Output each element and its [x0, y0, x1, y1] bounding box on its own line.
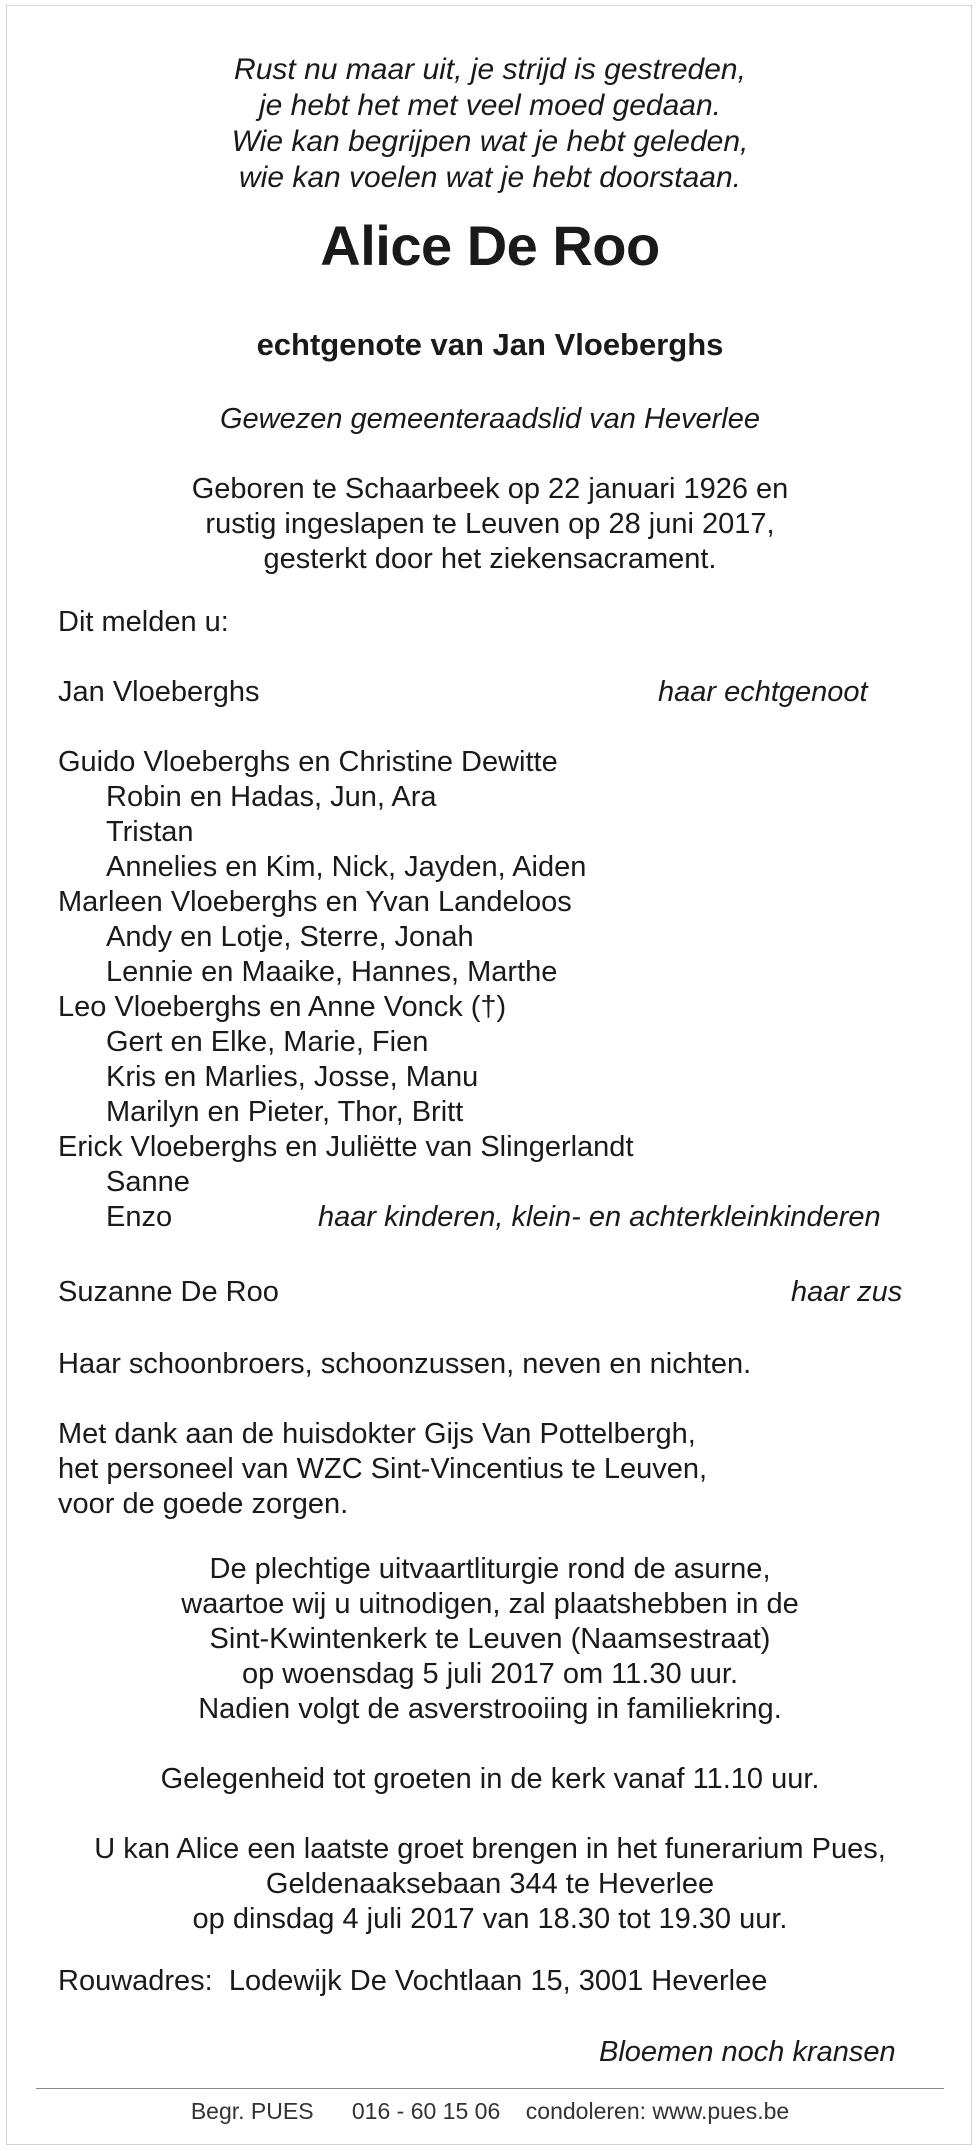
role-line: Gewezen gemeenteraadslid van Heverlee [219, 403, 761, 435]
spouse-line: echtgenote van Jan Vloeberghs [256, 327, 724, 362]
thanks-line: het personeel van WZC Sint-Vincentius te Leuven, [58, 1453, 708, 1485]
address-line: Rouwadres: Lodewijk De Vochtlaan 15, 3001 Heverlee [58, 1965, 768, 1997]
family-line: Erick Vloeberghs en Juliëtte van Slingerlandt [58, 1131, 634, 1163]
footer-condolences[interactable]: condoleren: www.pues.be [525, 2098, 790, 2124]
footer-phone: 016 - 60 15 06 [351, 2098, 501, 2124]
birth-line: gesterkt door het ziekensacrament. [263, 543, 717, 575]
poem-line: Wie kan begrijpen wat je hebt geleden, [231, 125, 749, 158]
husband-relation: haar echtgenoot [658, 676, 868, 708]
deceased-name: Alice De Roo [320, 214, 660, 277]
service-line: waartoe wij u uitnodigen, zal plaatshebben in de [181, 1588, 799, 1620]
others-line: Haar schoonbroers, schoonzussen, neven en nichten. [58, 1348, 752, 1380]
service-block [0, 1552, 980, 1727]
family-relation: haar kinderen, klein- en achterkleinkinderen [318, 1201, 881, 1233]
family-line: Leo Vloeberghs en Anne Vonck (†) [58, 991, 507, 1023]
family-line: Enzo [106, 1201, 173, 1233]
funeral-home-line: Geldenaaksebaan 344 te Heverlee [265, 1868, 715, 1900]
footer-divider [36, 2088, 944, 2089]
service-line: op woensdag 5 juli 2017 om 11.30 uur. [241, 1658, 739, 1690]
birth-info [0, 472, 980, 577]
family-line: Lennie en Maaike, Hannes, Marthe [106, 956, 558, 988]
poem-line: je hebt het met veel moed gedaan. [259, 89, 721, 122]
sister-name: Suzanne De Roo [58, 1276, 279, 1308]
flowers-line: Bloemen noch kransen [599, 2036, 896, 2068]
funeral-home-line: op dinsdag 4 juli 2017 van 18.30 tot 19.30 uur. [192, 1903, 788, 1935]
funeral-home-line: U kan Alice een laatste groet brengen in het funerarium Pues, [94, 1833, 886, 1865]
family-list [58, 745, 634, 1235]
family-line: Andy en Lotje, Sterre, Jonah [106, 921, 474, 953]
footer [0, 2096, 980, 2126]
husband-name: Jan Vloeberghs [58, 676, 260, 708]
thanks-block [58, 1417, 707, 1522]
birth-line: rustig ingeslapen te Leuven op 28 juni 2017, [205, 508, 775, 540]
family-line: Gert en Elke, Marie, Fien [106, 1026, 429, 1058]
footer-undertaker: Begr. PUES [190, 2098, 314, 2124]
service-line: Sint-Kwintenkerk te Leuven (Naamsestraat) [209, 1623, 771, 1655]
poem-line: wie kan voelen wat je hebt doorstaan. [239, 161, 741, 194]
funeral-home-block [0, 1832, 980, 1937]
thanks-line: voor de goede zorgen. [58, 1488, 349, 1520]
family-line: Marleen Vloeberghs en Yvan Landeloos [58, 886, 572, 918]
service-line: De plechtige uitvaartliturgie rond de asurne, [209, 1553, 771, 1585]
family-line: Robin en Hadas, Jun, Ara [106, 781, 437, 813]
thanks-line: Met dank aan de huisdokter Gijs Van Pottelbergh, [58, 1418, 696, 1450]
family-line: Guido Vloeberghs en Christine Dewitte [58, 746, 558, 778]
family-line: Sanne [106, 1166, 190, 1198]
greeting-line: Gelegenheid tot groeten in de kerk vanaf 11.10 uur. [160, 1763, 820, 1795]
poem-line: Rust nu maar uit, je strijd is gestreden, [234, 53, 746, 86]
family-line: Kris en Marlies, Josse, Manu [106, 1061, 479, 1093]
family-line: Tristan [106, 816, 194, 848]
birth-line: Geboren te Schaarbeek op 22 januari 1926 en [191, 473, 789, 505]
poem [0, 52, 980, 196]
sister-relation: haar zus [791, 1276, 903, 1308]
intro-text: Dit melden u: [58, 606, 229, 638]
family-line: Annelies en Kim, Nick, Jayden, Aiden [106, 851, 587, 883]
service-line: Nadien volgt de asverstrooiing in familiekring. [198, 1693, 782, 1725]
family-line: Marilyn en Pieter, Thor, Britt [106, 1096, 464, 1128]
